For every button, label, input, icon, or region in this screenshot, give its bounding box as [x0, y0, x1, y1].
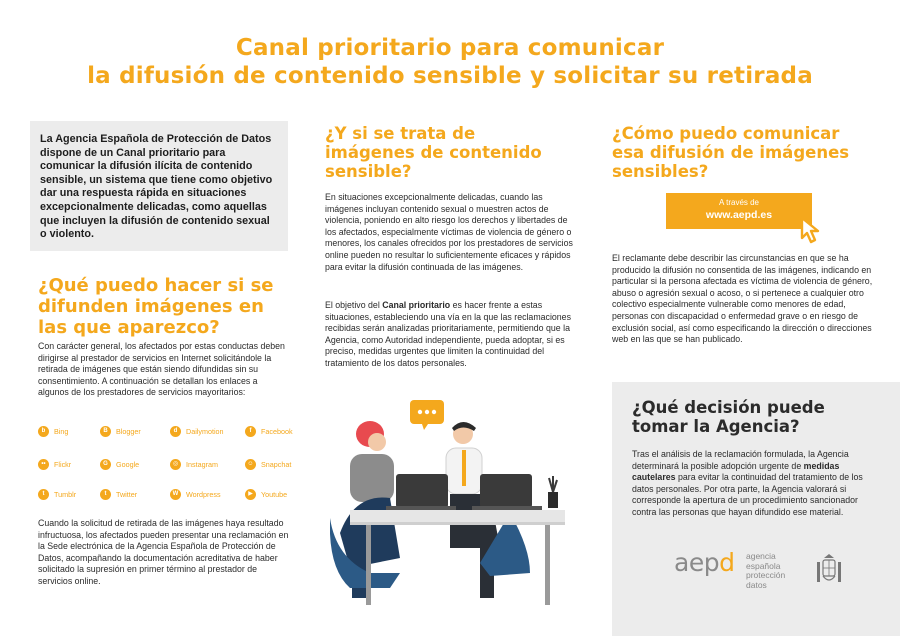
- google-icon: G: [100, 459, 111, 470]
- aepd-words: [746, 552, 806, 590]
- canal-prioritario-bold: Canal prioritario: [382, 300, 451, 310]
- desk-leg: [366, 525, 371, 605]
- what-can-i-do-heading: ¿Qué puedo hacer si se difunden imágenes en las que aparezco?: [38, 275, 274, 338]
- intro-box: [30, 121, 288, 251]
- logo-word: datos: [746, 579, 767, 590]
- sensitive-text-1: En situaciones excepcionalmente delicadas, cuando las imágenes incluyan contenido sexual o muestren actos de violencia, poniendo en alto riesgo los derechos y libertades de los afectados, especialmente víctimas de violencia de género o menores, los canales ofrecidos por los prestadores de servicios online pueden no resultar lo suficientemente eficaces y rápidos para evitar la difusión continuada de las imágenes.: [325, 192, 573, 272]
- link-youtube[interactable]: [245, 489, 287, 500]
- link-twitter[interactable]: [100, 489, 137, 500]
- aepd-link-button[interactable]: [666, 193, 812, 229]
- office-illustration: [330, 398, 590, 618]
- sensitive-heading: ¿Y si se trata de imágenes de contenido sensible?: [325, 124, 542, 181]
- decision-text-b: para evitar la continuidad del tratamiento de los datos personales. Por otra parte, la Agencia valorará si corresponde la apertura de un procedimiento sancionador contra las personas que hayan difundido ese material.: [632, 472, 863, 517]
- link-google[interactable]: [100, 459, 139, 470]
- link-facebook[interactable]: [245, 426, 293, 437]
- sensitive-text-2-a: El objetivo del: [325, 300, 383, 310]
- link-label: Blogger: [116, 427, 141, 436]
- link-blogger[interactable]: [100, 426, 141, 437]
- sensitive-text-2: [325, 300, 580, 370]
- link-label: Flickr: [54, 460, 72, 469]
- blogger-icon: B: [100, 426, 111, 437]
- link-tumblr[interactable]: [38, 489, 76, 500]
- what-can-i-do-text: Con carácter general, los afectados por estas conductas deben dirigirse al prestador de servicios en Internet solicitándole la retirada de imágenes que están siendo difundidas sin su consentimiento. A continuación se detallan los enlaces a algunos de los prestadores de servicios mayoritarios:: [38, 341, 285, 398]
- youtube-icon: ▶: [245, 489, 256, 500]
- logo-word: agencia: [746, 551, 776, 561]
- logo-word: española: [746, 560, 781, 571]
- intro-text: La Agencia Española de Protección de Datos dispone de un Canal prioritario para comunicar la difusión ilícita de contenido sensible, un sistema que tiene como objetivo dar una respuesta rápida en situaciones excepcionalmente delicadas, como aquellas que incluyen la difusión de contenido sexual o violento.: [40, 133, 273, 241]
- link-flickr[interactable]: [38, 459, 71, 470]
- plant-icon: [548, 476, 558, 508]
- facebook-icon: f: [245, 426, 256, 437]
- cursor-icon: [798, 214, 826, 244]
- cta-url: www.aepd.es: [705, 209, 773, 221]
- coat-of-arms-icon: [814, 554, 844, 590]
- laptop-left: [386, 474, 456, 510]
- link-label: Wordpress: [186, 490, 221, 499]
- aepd-wordmark: [674, 548, 734, 577]
- link-label: Bing: [54, 427, 69, 436]
- dailymotion-icon: d: [170, 426, 181, 437]
- speech-bubble-icon: [410, 400, 444, 430]
- sensitive-text-2-b: es hacer frente a estas situaciones, estableciendo una vía en la que las reclamaciones recibidas serán analizadas prioritariamente, permitiendo que la Agencia, como Autoridad independiente, pueda adoptar, si es preciso, medidas urgentes que limiten la continuidad del tratamiento de los datos personales.: [325, 300, 571, 368]
- link-instagram[interactable]: [170, 459, 218, 470]
- failure-text: Cuando la solicitud de retirada de las imágenes haya resultado infructuosa, los afectados pueden presentar una reclamación en la Sede electrónica de la Agencia Española de Protección de Datos, acompañando la documentación acreditativa de haber solicitado la supresión en primer término al prestador de servicios online.: [38, 518, 289, 586]
- page-title: [0, 34, 900, 90]
- decision-heading: ¿Qué decisión puede tomar la Agencia?: [632, 398, 825, 436]
- logo-mark-a: aep: [674, 548, 720, 577]
- link-wordpress[interactable]: [170, 489, 221, 500]
- cta-small-text: A través de: [718, 198, 760, 207]
- link-label: Google: [116, 460, 140, 469]
- decision-text: [632, 449, 864, 519]
- how-text: El reclamante debe describir las circunstancias en que se ha producido la difusión no consentida de las imágenes, indicando en particular si la persona afectada es víctima de violencia de género, abuso o agresión sexual o acoso, o si pertenece a cualquier otro colectivo especialmente vulnerable como menores de edad, personas con discapacidad o enfermedad grave o en riesgo de exclusión social, así como especificando la dirección o direcciones web en las que se han publicado.: [612, 253, 873, 345]
- tumblr-icon: t: [38, 489, 49, 500]
- how-heading: ¿Cómo puedo comunicar esa difusión de imágenes sensibles?: [612, 124, 850, 181]
- bing-icon: b: [38, 426, 49, 437]
- flickr-icon: ••: [38, 459, 49, 470]
- snapchat-icon: ☺: [245, 459, 256, 470]
- link-label: Facebook: [261, 427, 293, 436]
- link-label: Instagram: [186, 460, 218, 469]
- title-line-1: Canal prioritario para comunicar: [235, 35, 665, 61]
- medidas-cautelares-bold: medidas cautelares: [632, 460, 840, 483]
- title-line-2: la difusión de contenido sensible y solicitar su retirada: [87, 63, 813, 89]
- link-label: Youtube: [261, 490, 288, 499]
- link-label: Twitter: [116, 490, 138, 499]
- link-label: Tumblr: [54, 490, 77, 499]
- link-snapchat[interactable]: [245, 459, 291, 470]
- instagram-icon: ◎: [170, 459, 181, 470]
- wordpress-icon: W: [170, 489, 181, 500]
- twitter-icon: t: [100, 489, 111, 500]
- link-label: Snapchat: [261, 460, 292, 469]
- decision-text-a: Tras el análisis de la reclamación formulada, la Agencia determinará la posible adopción urgente de: [632, 449, 849, 471]
- link-dailymotion[interactable]: [170, 426, 224, 437]
- desk-leg: [545, 525, 550, 605]
- link-label: Dailymotion: [186, 427, 224, 436]
- laptop-right: [472, 474, 542, 510]
- link-bing[interactable]: [38, 426, 68, 437]
- desk-top: [350, 510, 565, 522]
- logo-mark-d: d: [719, 548, 735, 577]
- logo-word: protección: [746, 570, 786, 580]
